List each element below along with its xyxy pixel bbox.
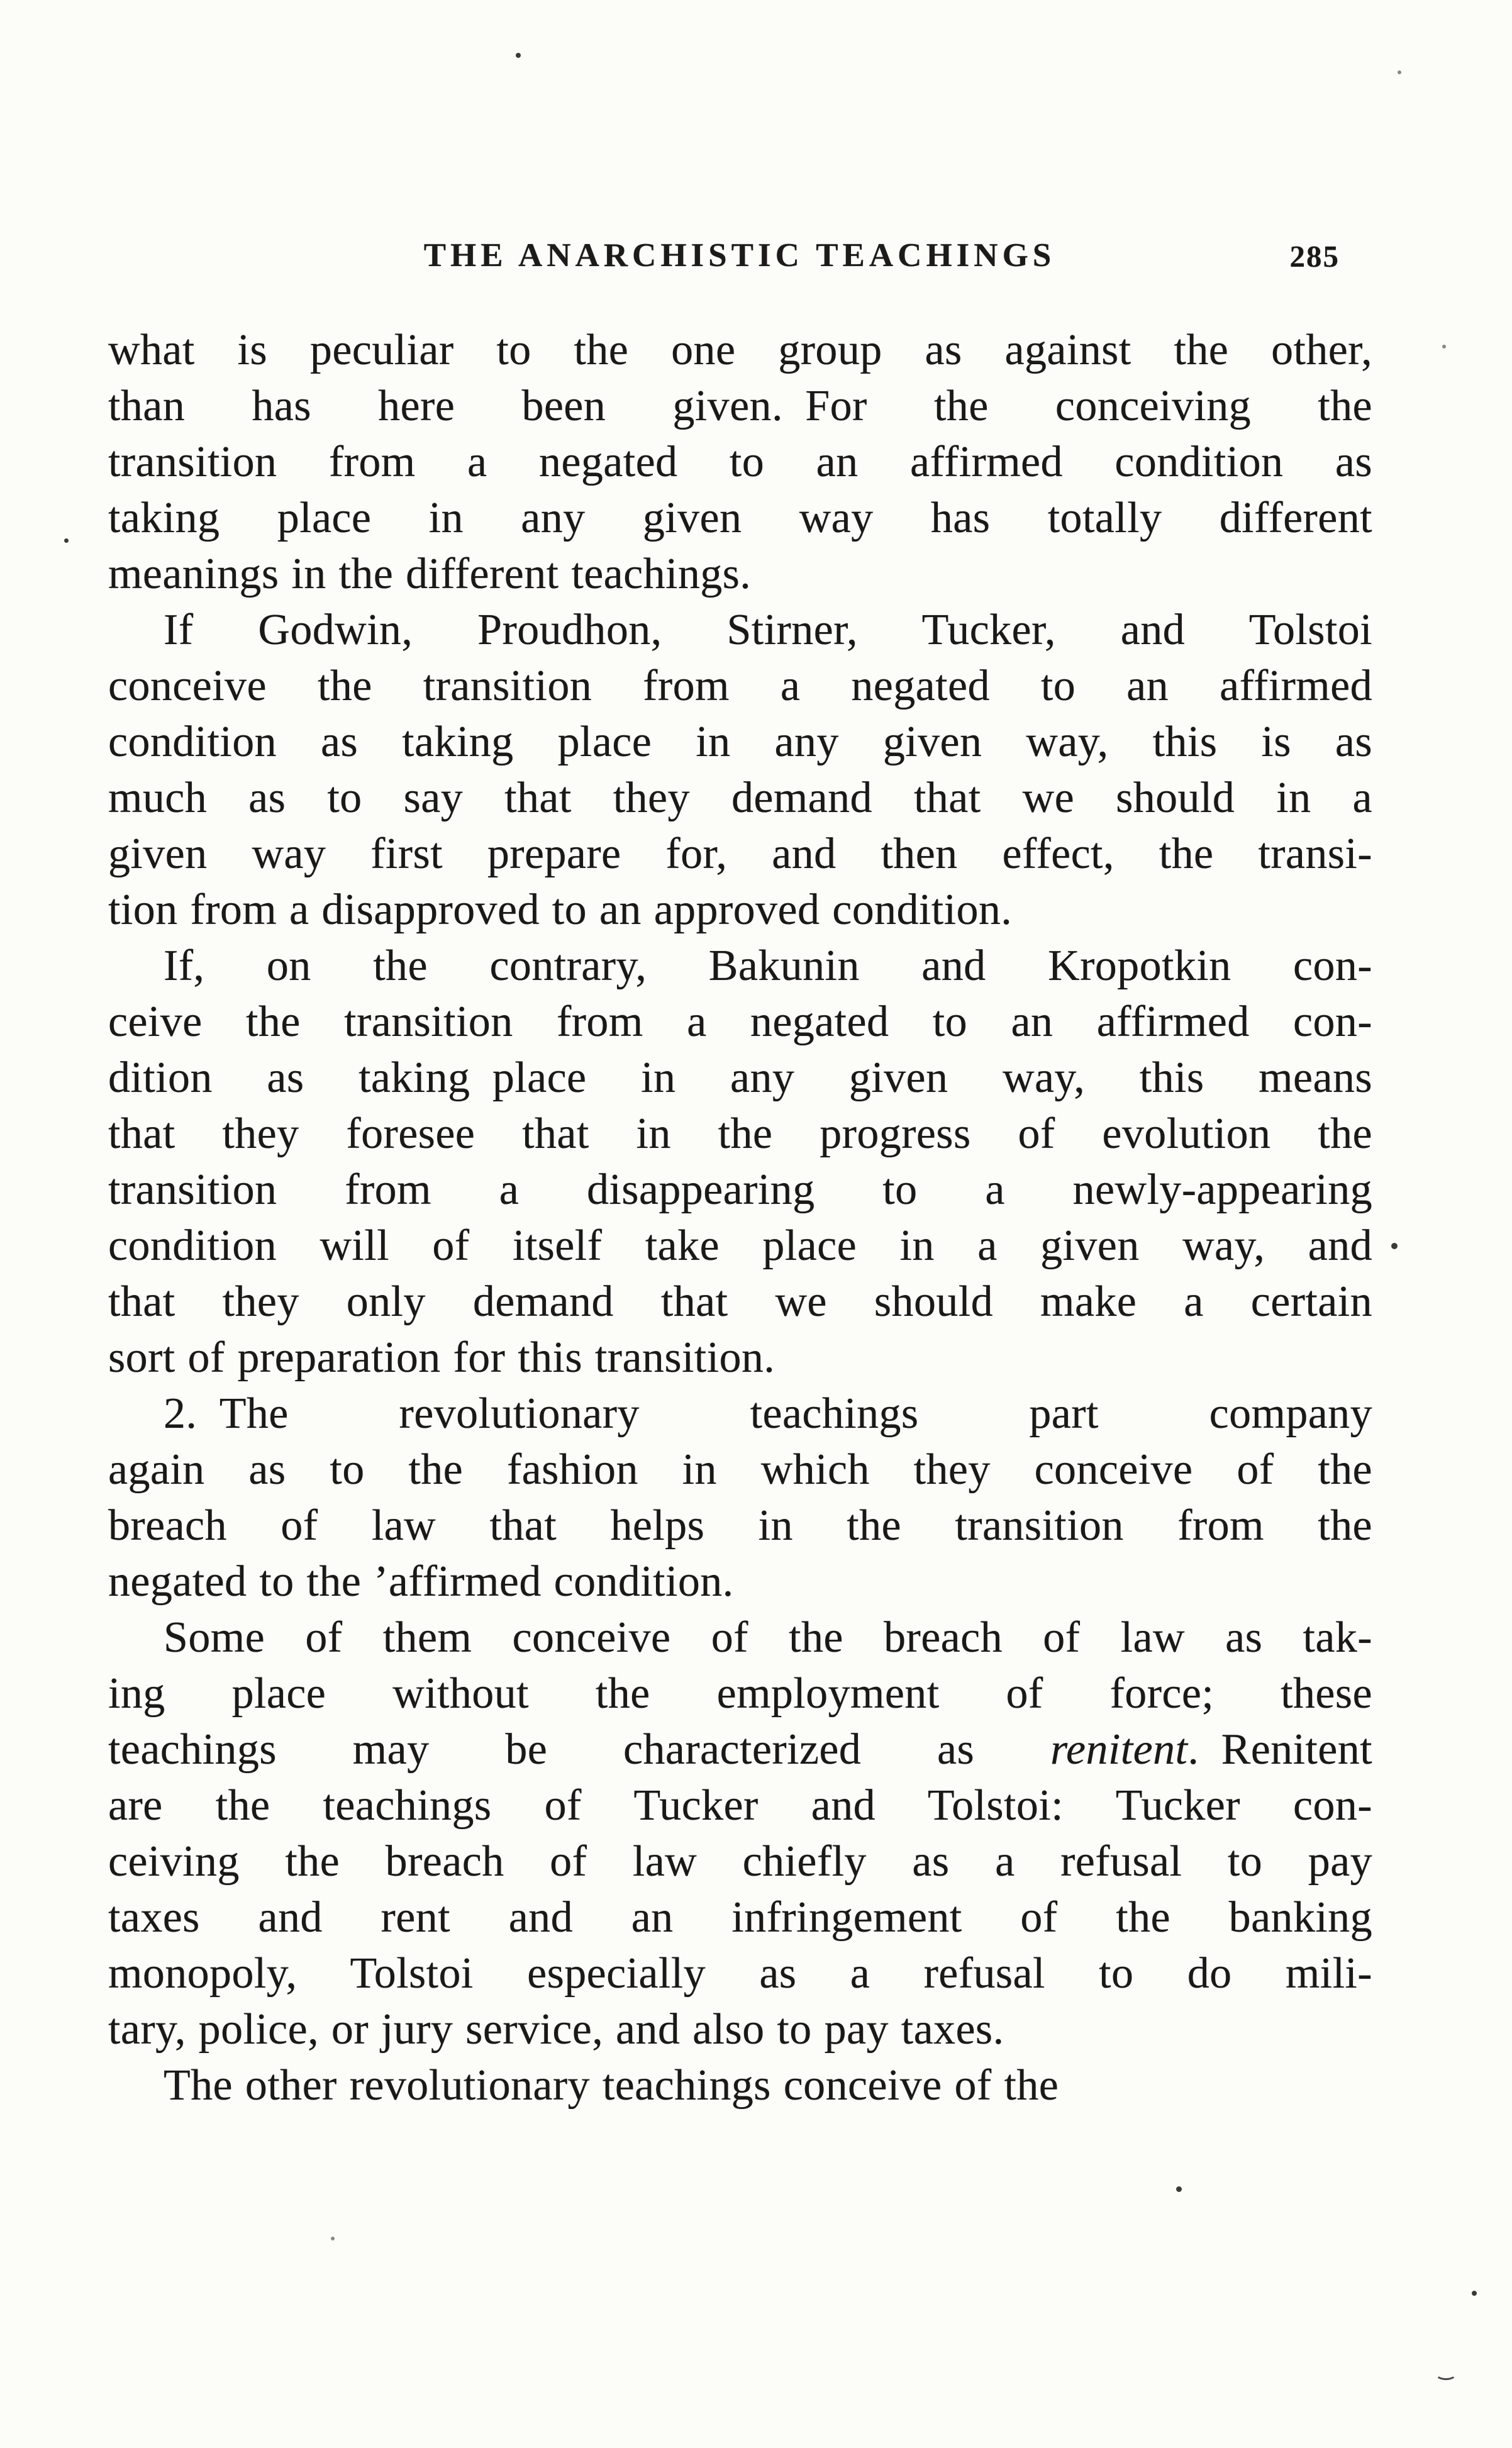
paragraph [108,1610,1372,2057]
text-line: conceive the transition from a negated to an affirmed [108,662,1372,710]
page-header [107,236,1372,277]
text-line: negated to the ’affirmed condition. [108,1557,734,1606]
text-line: meanings in the different teachings. [108,550,752,598]
scan-mark [1435,2367,1457,2380]
paragraph [108,322,1372,602]
text-line: condition will of itself take place in a given way, and [108,1221,1372,1270]
text-segment: teachings may be characterized as [108,1725,1050,1774]
text-block [108,322,1372,2113]
text-line: tary, police, or jury service, and also to pay taxes. [108,2005,1004,2054]
text-line: taking place in any given way has totally different [108,494,1372,542]
text-line: The other revolutionary teachings conceive of the [164,2061,1059,2110]
running-head: THE ANARCHISTIC TEACHINGS [423,237,1056,274]
paragraph [108,1386,1372,1610]
text-segment: . Renitent [1187,1725,1372,1774]
text-line: monopoly, Tolstoi especially as a refusal to do mili- [108,1949,1372,1998]
text-line: 2. The revolutionary teachings part company [164,1389,1372,1438]
text-line: ceiving the breach of law chiefly as a refusal to pay [108,1837,1372,1886]
text-line: If Godwin, Proudhon, Stirner, Tucker, and Tolstoi [164,606,1372,654]
text-line: what is peculiar to the one group as against the other, [108,326,1372,374]
text-line: that they foresee that in the progress of evolution the [108,1110,1372,1158]
text-line: transition from a disappearing to a newly-appearing [108,1166,1372,1214]
text-line: ceive the transition from a negated to an affirmed con- [108,998,1372,1046]
text-line: dition as taking place in any given way, this means [108,1054,1372,1102]
text-line [108,1722,1372,1778]
text-line: again as to the fashion in which they conceive of the [108,1445,1372,1494]
text-line: Some of them conceive of the breach of law as tak- [164,1613,1372,1662]
text-line: are the teachings of Tucker and Tolstoi: Tucker con- [108,1781,1372,1830]
text-line: condition as taking place in any given way, this is as [108,718,1372,766]
text-line: transition from a negated to an affirmed condition as [108,438,1372,486]
text-line: much as to say that they demand that we should in a [108,774,1372,822]
scan-speck [1176,2186,1182,2192]
scan-speck [516,53,521,58]
scan-speck [1398,70,1401,74]
paragraph [108,602,1372,938]
text-line: than has here been given. For the conceiving the [108,382,1372,430]
text-line: ing place without the employment of force; these [108,1669,1372,1718]
paragraph [108,938,1372,1386]
scan-speck [64,538,69,543]
text-line: sort of preparation for this transition. [108,1333,775,1382]
text-line: tion from a disapproved to an approved condition. [108,886,1013,934]
italic-text: renitent [1050,1725,1188,1774]
text-line: that they only demand that we should make a certain [108,1277,1372,1326]
text-line: If, on the contrary, Bakunin and Kropotkin con- [164,942,1372,990]
scan-speck [1442,345,1446,348]
scan-speck [1391,1243,1398,1249]
text-line: given way first prepare for, and then effect, the transi- [108,830,1372,878]
paragraph [108,2057,1372,2113]
scan-speck [331,2237,335,2240]
page-number: 285 [1289,239,1340,274]
text-line: breach of law that helps in the transition from the [108,1501,1372,1550]
scan-speck [1472,2291,1477,2296]
text-line: taxes and rent and an infringement of the banking [108,1893,1372,1942]
